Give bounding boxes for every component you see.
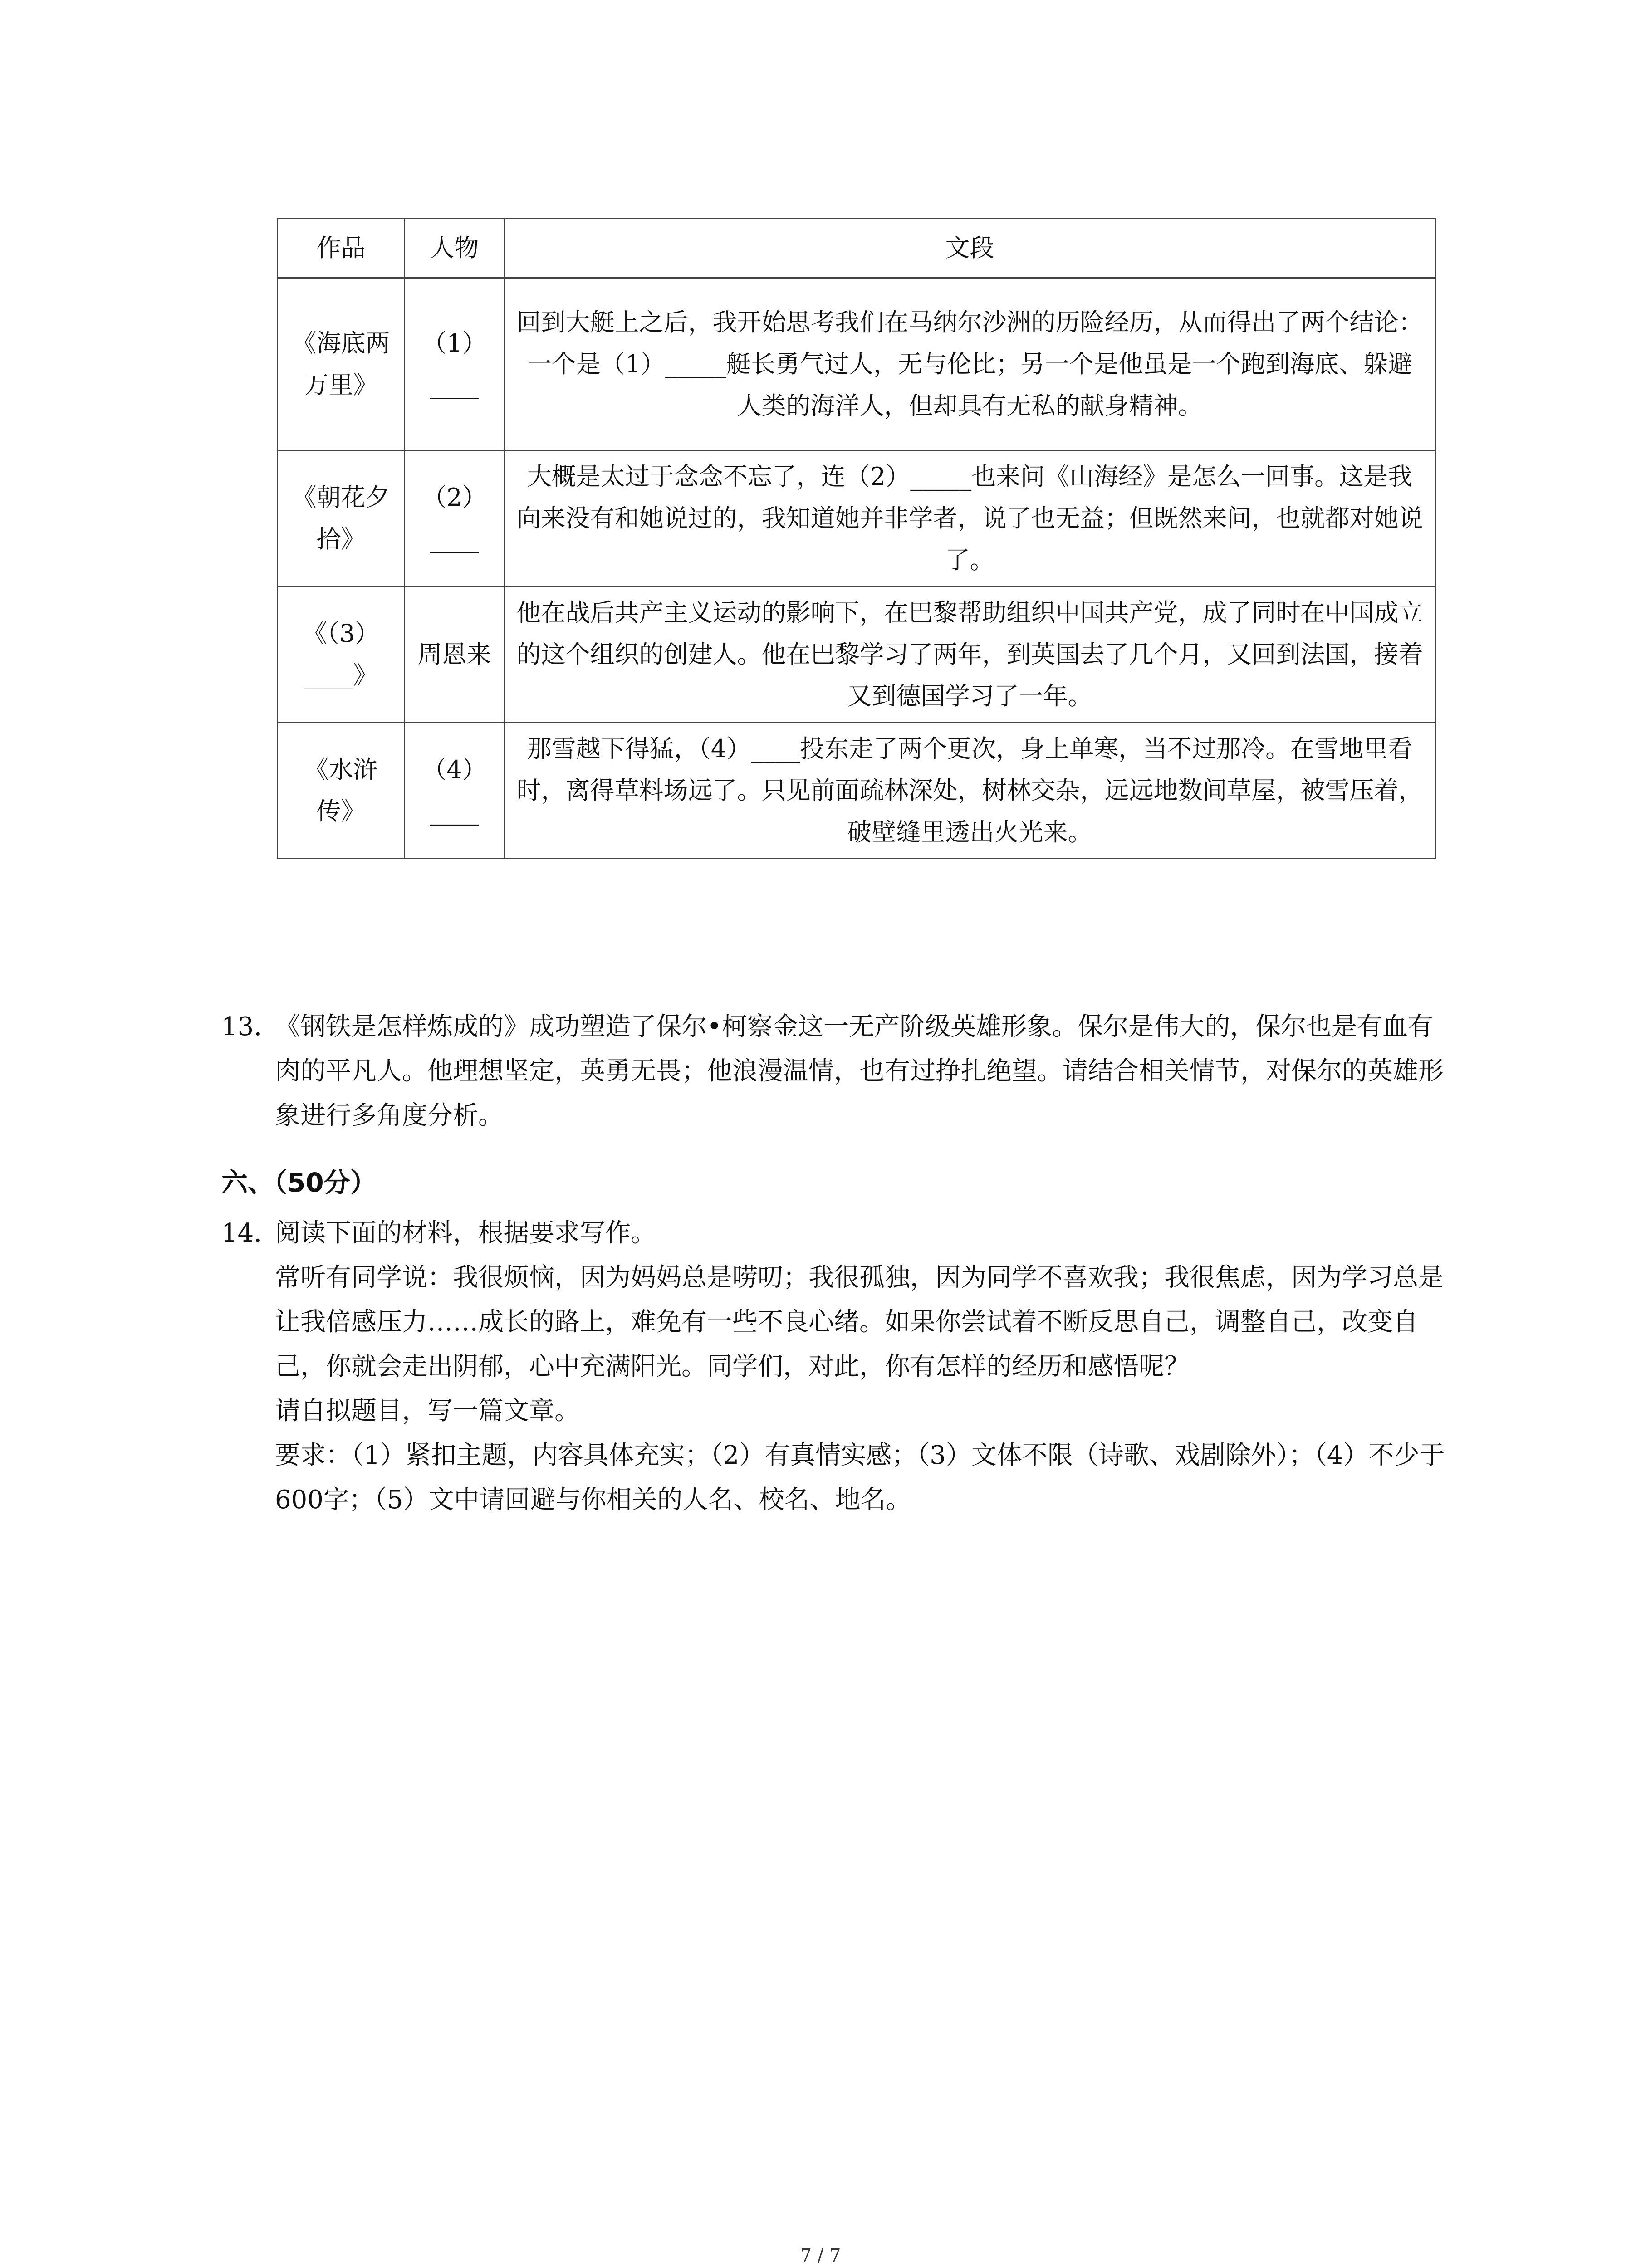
table-header-row bbox=[278, 219, 1435, 278]
question-number: 14. bbox=[221, 1218, 262, 1248]
writing-instruction: 请自拟题目，写一篇文章。 bbox=[275, 1396, 580, 1426]
header-person: 人物 bbox=[405, 219, 505, 278]
question-intro: 阅读下面的材料，根据要求写作。 bbox=[275, 1218, 656, 1248]
passage-cell: 回到大艇上之后，我开始思考我们在马纳尔沙洲的历险经历，从而得出了两个结论：一个是（1）_____艇长勇气过人，无与伦比；另一个是他虽是一个跑到海底、躲避人类的海洋人，但却具有无私的献身精神。 bbox=[505, 278, 1435, 450]
passage-cell: 大概是太过于念念不忘了，连（2）_____也来问《山海经》是怎么一回事。这是我向来没有和她说过的，我知道她并非学者，说了也无益；但既然来问，也就都对她说了。 bbox=[505, 450, 1435, 587]
work-cell: 《（3）____》 bbox=[278, 587, 405, 723]
work-cell: 《朝花夕拾》 bbox=[278, 450, 405, 587]
person-cell: 周恩来 bbox=[405, 587, 505, 723]
question-text: 《钢铁是怎样炼成的》成功塑造了保尔•柯察金这一无产阶级英雄形象。保尔是伟大的，保尔也是有血有肉的平凡人。他理想坚定，英勇无畏；他浪漫温情，也有过挣扎绝望。请结合相关情节，对保尔的英雄形象进行多角度分析。 bbox=[275, 1012, 1444, 1130]
question-13 bbox=[221, 1005, 1446, 1138]
work-cell: 《海底两万里》 bbox=[278, 278, 405, 450]
header-work: 作品 bbox=[278, 219, 405, 278]
passage-cell: 他在战后共产主义运动的影响下，在巴黎帮助组织中国共产党，成了同时在中国成立的这个组织的创建人。他在巴黎学习了两年，到英国去了几个月，又回到法国，接着又到德国学习了一年。 bbox=[505, 587, 1435, 723]
writing-material: 常听有同学说：我很烦恼，因为妈妈总是唠叨；我很孤独，因为同学不喜欢我；我很焦虑，因为学习总是让我倍感压力……成长的路上，难免有一些不良心绪。如果你尝试着不断反思自己，调整自己，改变自己，你就会走出阴郁，心中充满阳光。同学们，对此，你有怎样的经历和感悟呢？ bbox=[275, 1263, 1444, 1381]
person-cell: （1）____ bbox=[405, 278, 505, 450]
table-row bbox=[278, 278, 1435, 450]
literature-table bbox=[277, 218, 1436, 859]
writing-requirements: 要求：（1）紧扣主题，内容具体充实；（2）有真情实感；（3）文体不限（诗歌、戏剧除外）；（4）不少于600字；（5）文中请回避与你相关的人名、校名、地名。 bbox=[275, 1441, 1445, 1515]
header-passage: 文段 bbox=[505, 219, 1435, 278]
page-number: 7 / 7 bbox=[800, 2245, 841, 2266]
person-cell: （4）____ bbox=[405, 723, 505, 859]
passage-cell: 那雪越下得猛，（4）____投东走了两个更次，身上单寒，当不过那冷。在雪地里看时，离得草料场远了。只见前面疏林深处，树林交杂，远远地数间草屋，被雪压着，破壁缝里透出火光来。 bbox=[505, 723, 1435, 859]
table-row bbox=[278, 450, 1435, 587]
work-cell: 《水浒传》 bbox=[278, 723, 405, 859]
person-cell: （2）____ bbox=[405, 450, 505, 587]
question-14 bbox=[221, 1211, 1446, 1522]
table-row bbox=[278, 587, 1435, 723]
section-six-title: 六、（50分） bbox=[221, 1167, 377, 1198]
table-row bbox=[278, 723, 1435, 859]
question-number: 13. bbox=[221, 1012, 262, 1041]
